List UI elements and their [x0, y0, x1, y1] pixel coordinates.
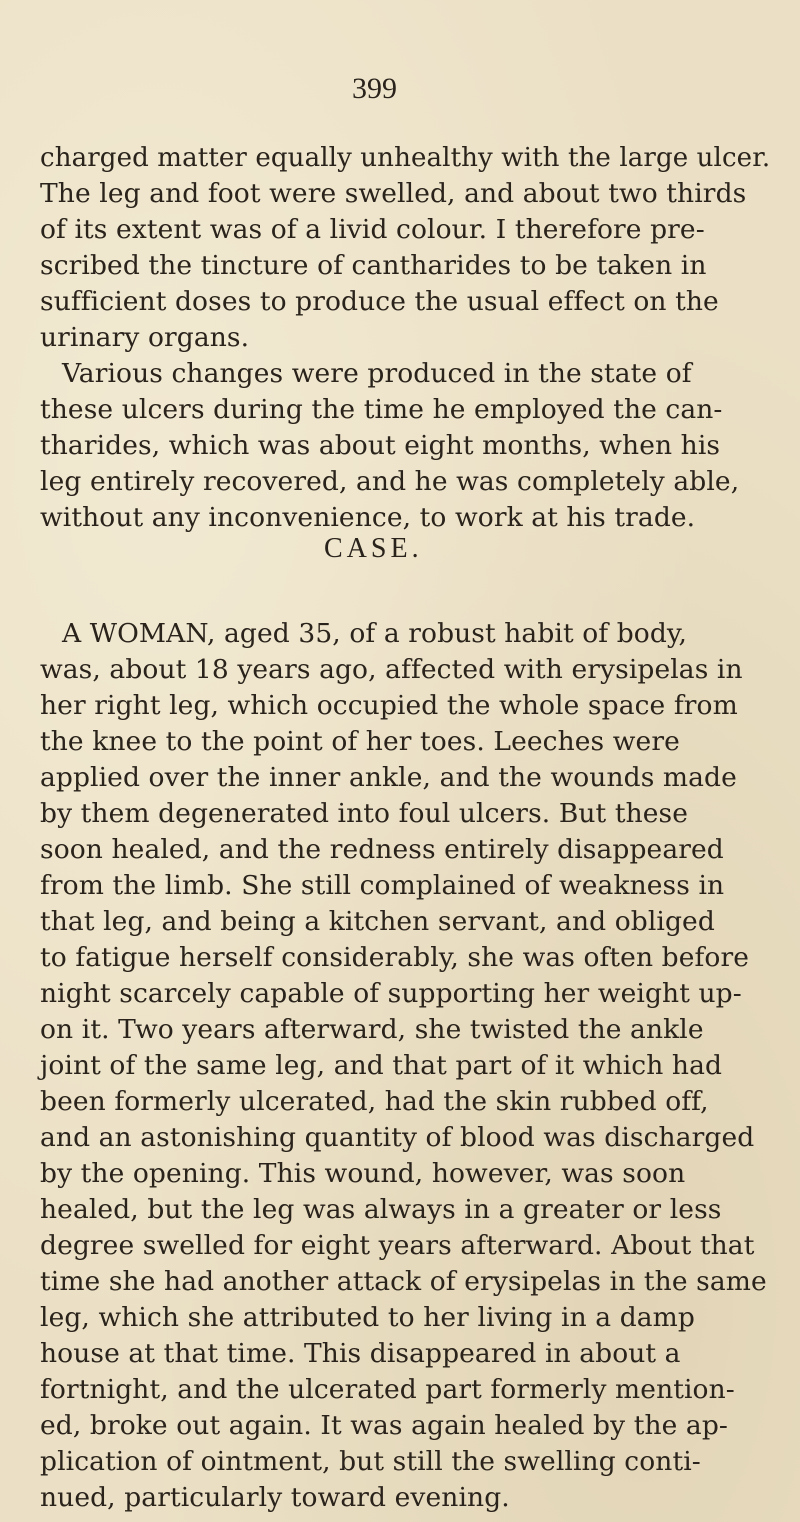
text-line: her right leg, which occupied the whole space from: [40, 690, 738, 721]
text-line: scribed the tincture of cantharides to be taken in: [40, 250, 707, 281]
text-line: healed, but the leg was always in a greater or less: [40, 1194, 722, 1225]
text-line: by them degenerated into foul ulcers. But these: [40, 798, 689, 829]
text-line: tharides, which was about eight months, when his: [40, 430, 721, 461]
text-line: and an astonishing quantity of blood was discharged: [40, 1122, 755, 1153]
case-heading: CASE.: [324, 533, 423, 564]
text-line: night scarcely capable of supporting her weight up-: [40, 978, 742, 1009]
text-line: sufficient doses to produce the usual effect on the: [40, 286, 719, 317]
text-line: on it. Two years afterward, she twisted the ankle: [40, 1014, 704, 1045]
text-line: time she had another attack of erysipelas in the same: [40, 1266, 767, 1297]
text-line: was, about 18 years ago, affected with erysipelas in: [40, 654, 743, 685]
text-line: leg entirely recovered, and he was completely able,: [40, 466, 740, 497]
text-line: by the opening. This wound, however, was soon: [40, 1158, 686, 1189]
text-line: without any inconvenience, to work at his trade.: [40, 502, 696, 533]
text-line: from the limb. She still complained of weakness in: [40, 870, 725, 901]
text-line: nued, particularly toward evening.: [40, 1482, 510, 1513]
text-line: The leg and foot were swelled, and about two thirds: [40, 178, 747, 209]
text-line: A WOMAN, aged 35, of a robust habit of body,: [62, 618, 687, 649]
text-line: been formerly ulcerated, had the skin rubbed off,: [40, 1086, 709, 1117]
page-number: 399: [352, 72, 397, 105]
text-line: applied over the inner ankle, and the wounds made: [40, 762, 737, 793]
text-line: fortnight, and the ulcerated part formerly mention-: [40, 1374, 735, 1405]
text-line: degree swelled for eight years afterward. About that: [40, 1230, 755, 1261]
text-line: these ulcers during the time he employed the can-: [40, 394, 723, 425]
text-line: soon healed, and the redness entirely disappeared: [40, 834, 724, 865]
text-line: joint of the same leg, and that part of it which had: [40, 1050, 723, 1081]
text-line: plication of ointment, but still the swelling conti-: [40, 1446, 701, 1477]
text-line: the knee to the point of her toes. Leeches were: [40, 726, 680, 757]
text-line: to fatigue herself considerably, she was often before: [40, 942, 750, 973]
text-line: urinary organs.: [40, 322, 250, 353]
text-line: house at that time. This disappeared in about a: [40, 1338, 681, 1369]
text-line: that leg, and being a kitchen servant, and obliged: [40, 906, 715, 937]
text-line: Various changes were produced in the state of: [62, 358, 692, 389]
text-line: ed, broke out again. It was again healed by the ap-: [40, 1410, 728, 1441]
text-line: of its extent was of a livid colour. I therefore pre-: [40, 214, 705, 245]
text-line: leg, which she attributed to her living in a damp: [40, 1302, 695, 1333]
text-line: charged matter equally unhealthy with the large ulcer.: [40, 142, 771, 173]
